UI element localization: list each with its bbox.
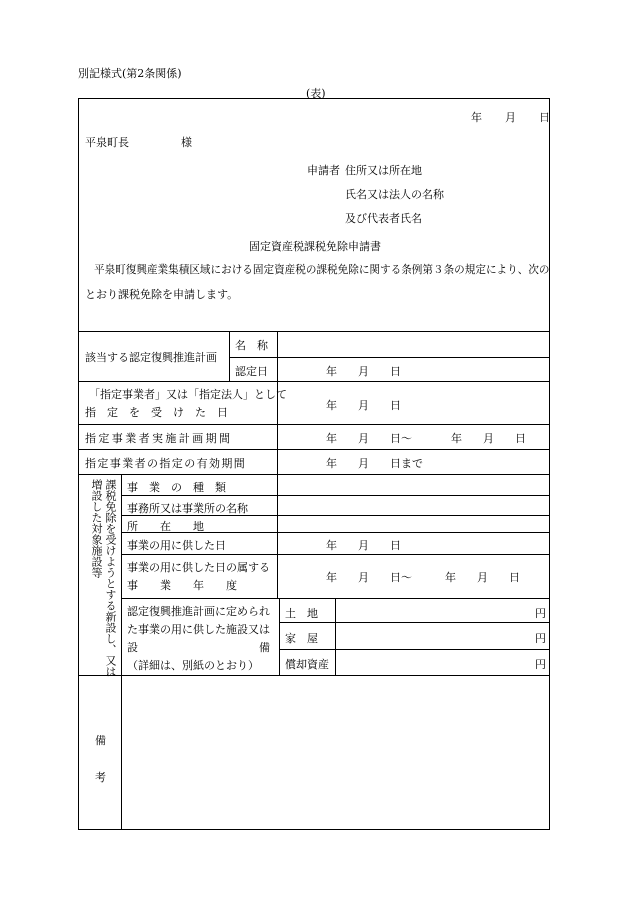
designation-month: 月 — [358, 399, 369, 412]
depreciable-assets-label: 償却資産 — [285, 658, 329, 671]
fiscal-start-day: 日～ — [390, 571, 412, 584]
validity-day: 日まで — [390, 457, 423, 470]
facility-label-line2: た事業の用に供した施設又は — [127, 623, 270, 636]
cert-month: 月 — [358, 365, 369, 378]
fiscal-year-label-line2: 事 業 年 度 — [127, 579, 237, 592]
use-year: 年 — [326, 539, 337, 552]
certification-date-label: 認定日 — [235, 365, 268, 378]
designation-label-line1: 「指定事業者」又は「指定法人」として — [89, 388, 287, 401]
office-name-label: 事務所又は事業所の名称 — [127, 502, 248, 515]
house-yen: 円 — [535, 632, 546, 645]
period-start-year: 年 — [326, 432, 337, 445]
location-label: 所 在 地 — [127, 520, 204, 533]
period-end-day: 日 — [515, 432, 526, 445]
validity-year: 年 — [326, 457, 337, 470]
fiscal-end-month: 月 — [477, 571, 488, 584]
fiscal-start-month: 月 — [358, 571, 369, 584]
cert-day: 日 — [390, 365, 401, 378]
fiscal-end-day: 日 — [509, 571, 520, 584]
honorific: 様 — [181, 136, 192, 149]
period-start-day: 日～ — [390, 432, 412, 445]
plan-label: 該当する認定復興推進計画 — [85, 351, 217, 364]
designation-label-line2: 指 定 を 受 け た 日 — [85, 406, 228, 419]
depreciable-yen: 円 — [535, 658, 546, 671]
use-date-label: 事業の用に供した日 — [127, 539, 226, 552]
validity-month: 月 — [358, 457, 369, 470]
form-label: 別記様式(第2条関係) — [78, 67, 182, 80]
designation-year: 年 — [326, 399, 337, 412]
business-type-label: 事 業 の 種 類 — [127, 481, 226, 494]
use-day: 日 — [390, 539, 401, 552]
date-month: 月 — [505, 111, 516, 124]
body-text-line2: とおり課税免除を申請します。 — [85, 288, 239, 301]
land-label: 土 地 — [285, 607, 318, 620]
fiscal-year-label-line1: 事業の用に供した日の属する — [127, 561, 270, 574]
representative-label: 及び代表者氏名 — [345, 212, 422, 225]
period-end-month: 月 — [483, 432, 494, 445]
cert-year: 年 — [326, 365, 337, 378]
period-end-year: 年 — [451, 432, 462, 445]
validity-label: 指定事業者の指定の有効期間 — [85, 457, 247, 470]
facility-label-line4: （詳細は、別紙のとおり） — [127, 659, 259, 672]
document-title: 固定資産税課税免除申請書 — [249, 240, 381, 253]
applicant-label: 申請者 — [307, 164, 340, 177]
target-facility-vertical-heading: 課税免除を受けようとする新設し、又は増設した対象施設等 — [90, 479, 117, 677]
use-month: 月 — [358, 539, 369, 552]
date-year: 年 — [471, 111, 482, 124]
remarks-label-2: 考 — [95, 771, 106, 784]
remarks-label-1: 備 — [95, 734, 106, 747]
plan-name-label: 名 称 — [235, 339, 268, 352]
period-start-month: 月 — [358, 432, 369, 445]
addressee: 平泉町長 — [85, 136, 129, 149]
house-label: 家 屋 — [285, 632, 318, 645]
facility-label-line1: 認定復興推進計画に定められ — [127, 605, 270, 618]
fiscal-start-year: 年 — [326, 571, 337, 584]
land-yen: 円 — [535, 607, 546, 620]
facility-label-line3: 設 備 — [127, 641, 270, 654]
designation-day: 日 — [390, 399, 401, 412]
application-form — [78, 98, 550, 830]
body-text-line1: 平泉町復興産業集積区域における固定資産税の課税免除に関する条例第３条の規定により、次の — [94, 264, 550, 276]
fiscal-end-year: 年 — [445, 571, 456, 584]
form-side-label: (表) — [306, 87, 326, 100]
plan-period-label: 指定事業者実施計画期間 — [85, 432, 233, 445]
date-day: 日 — [539, 111, 550, 124]
name-label: 氏名又は法人の名称 — [345, 188, 444, 201]
address-label: 住所又は所在地 — [345, 164, 422, 177]
